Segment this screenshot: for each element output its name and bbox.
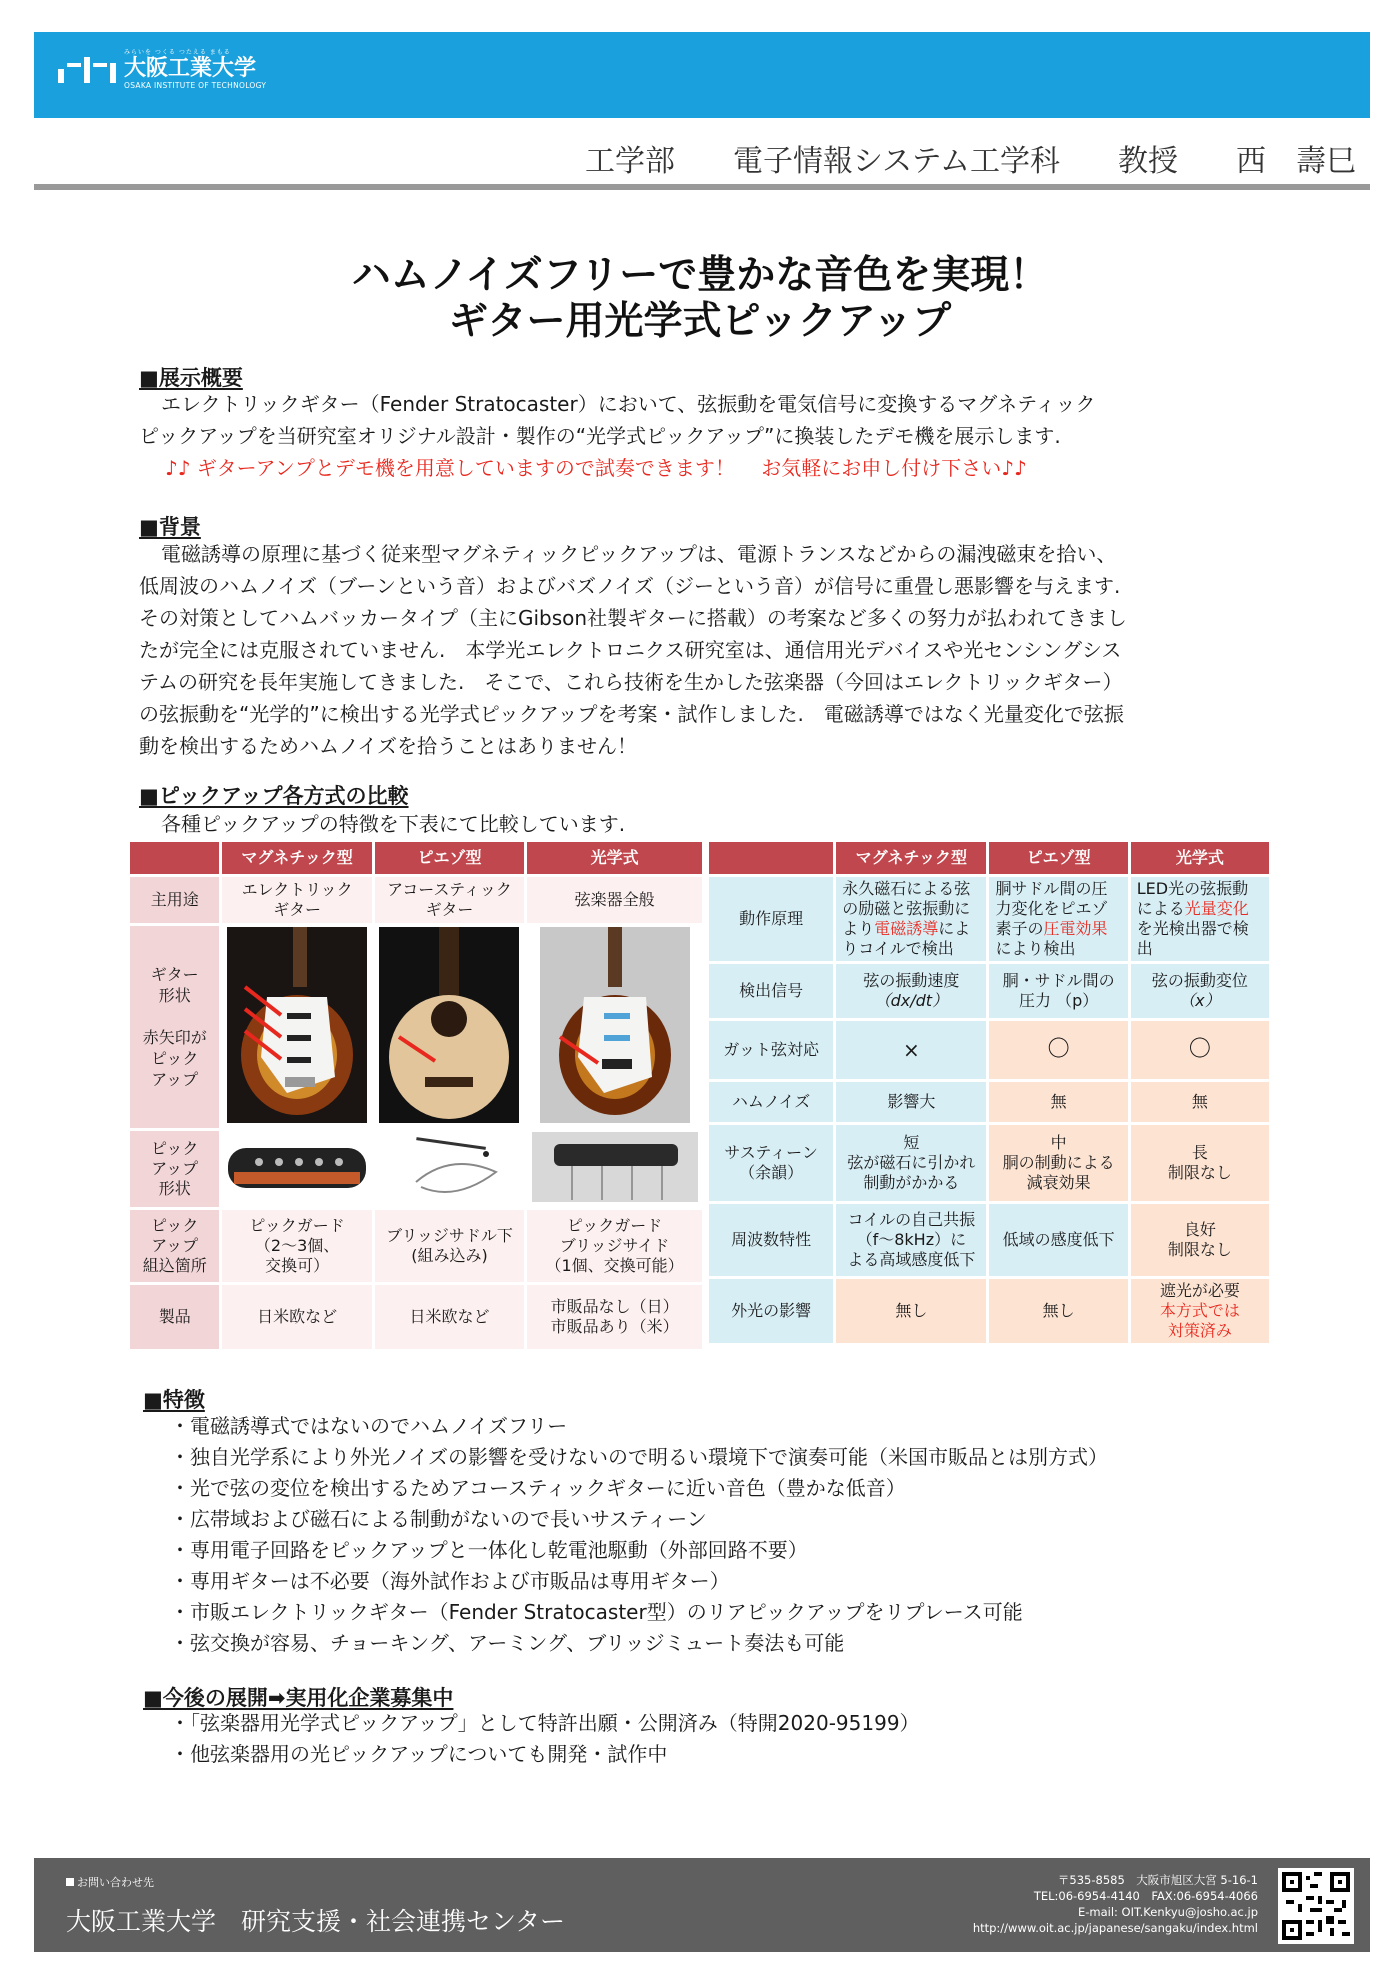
row-label-guitar-shape: ギター 形状 赤矢印が ピック アップ	[130, 926, 219, 1128]
background-line: その対策としてハムバッカータイプ（主にGibson社製ギターに搭載）の考案など多くの努力が払われてきまし	[139, 606, 1127, 630]
table-row	[130, 926, 702, 1128]
table-row	[709, 877, 1269, 961]
comparison-heading: ■ピックアップ各方式の比較	[139, 784, 409, 808]
stratocaster-photo	[222, 926, 371, 1128]
pickup-comparison-table-right	[706, 839, 1272, 1346]
table-corner	[709, 842, 833, 874]
principle-text: 胴サドル間の圧力変化をピエゾ素子の	[995, 879, 1108, 938]
affiliation	[585, 136, 1356, 180]
table-row	[709, 1204, 1269, 1276]
light-text: 遮光が必要	[1159, 1281, 1240, 1300]
cell-use-piezo: アコースティック ギター	[375, 877, 524, 923]
signal-formula: （dx/dt）	[874, 991, 949, 1010]
logo-en: OSAKA INSTITUTE OF TECHNOLOGY	[124, 81, 267, 90]
future-list	[170, 1708, 920, 1770]
cell-hum-optical: 無	[1131, 1082, 1269, 1122]
table-row	[130, 1285, 702, 1349]
overview-line2: ピックアップを当研究室オリジナル設計・製作の“光学式ピックアップ”に換装したデモ機を展示します.	[139, 424, 1061, 448]
table-row	[709, 1125, 1269, 1201]
signal-formula: （x）	[1179, 991, 1221, 1010]
cell-freq-optical: 良好 制限なし	[1131, 1204, 1269, 1276]
overview-notice: ♪♪ ギターアンプとデモ機を用意していますので試奏できます！ お気軽にお申し付け下さい♪♪	[165, 456, 1027, 480]
background-line: たが完全には克服されていません. 本学光エレクトロニクス研究室は、通信用光デバイスや光センシングシス	[139, 638, 1122, 662]
principle-highlight: 圧電効果	[1043, 919, 1108, 938]
cell-sustain-optical: 長 制限なし	[1131, 1125, 1269, 1201]
logo-tagline: みらいを つくる つたえる まもる	[124, 49, 231, 56]
future-heading: ■今後の展開➡実用化企業募集中	[143, 1686, 454, 1710]
features-list	[170, 1411, 1108, 1659]
row-label-product: 製品	[130, 1285, 219, 1349]
magnetic-pickup-image	[224, 1132, 370, 1202]
cell-freq-magnetic: コイルの自己共振 （f～8kHz）に よる高域感度低下	[836, 1204, 986, 1276]
author-name: 西 壽巳	[1236, 144, 1356, 179]
footer-address	[973, 1872, 1258, 1936]
acoustic-guitar-image	[379, 927, 519, 1123]
optical-pickup-photo	[527, 1131, 702, 1207]
background-line: テムの研究を長年実施してきました. そこで、これら技術を生かした弦楽器（今回はエレクトリックギター）	[139, 670, 1123, 694]
cell-light-magnetic: 無し	[836, 1279, 986, 1343]
table-row	[130, 877, 702, 923]
col-header-magnetic: マグネチック型	[836, 842, 986, 874]
optical-pickup-image	[532, 1132, 698, 1202]
cell-use-optical: 弦楽器全般	[527, 877, 702, 923]
cell-sustain-magnetic: 短 弦が磁石に引かれ 制動がかかる	[836, 1125, 986, 1201]
principle-highlight: 光量変化	[1184, 899, 1249, 918]
page-title-line2: ギター用光学式ピックアップ	[448, 299, 952, 344]
cell-light-optical	[1131, 1279, 1269, 1343]
cell-freq-piezo: 低域の感度低下	[989, 1204, 1127, 1276]
principle-text: により検出	[995, 939, 1076, 958]
cell-product-optical: 市販品なし（日） 市販品あり（米）	[527, 1285, 702, 1349]
principle-text: によりコイルで検出	[842, 919, 971, 958]
row-label-use: 主用途	[130, 877, 219, 923]
cell-sustain-piezo: 中 胴の制動による 減衰効果	[989, 1125, 1127, 1201]
background-text	[139, 538, 1289, 762]
col-header-piezo: ピエゾ型	[375, 842, 524, 874]
list-item: ・弦交換が容易、チョーキング、アーミング、ブリッジミュート奏法も可能	[170, 1631, 845, 1655]
university-logo[interactable]	[58, 50, 266, 90]
overview-line1: エレクトリックギター（Fender Stratocaster）において、弦振動を電気信号に変換するマグネティック	[161, 392, 1096, 416]
list-item: ・市販エレクトリックギター（Fender Stratocaster型）のリアピックアップをリプレース可能	[170, 1600, 1023, 1624]
electric-guitar-image	[227, 927, 367, 1123]
signal-text: 胴・サドル間の	[1002, 971, 1115, 990]
cell-place-optical: ピックガード ブリッジサイド （1個、交換可能）	[527, 1210, 702, 1282]
col-header-magnetic: マグネチック型	[222, 842, 371, 874]
table-row	[709, 964, 1269, 1018]
principle-text: LED光の弦振動による	[1136, 879, 1249, 918]
signal-text: 弦の振動速度	[863, 971, 960, 990]
principle-highlight: 電磁誘導	[874, 919, 939, 938]
demo-guitar-image	[540, 927, 690, 1123]
footer-postal: 〒535-8585 大阪市旭区大宮 5-16-1	[1057, 1873, 1258, 1887]
row-label-ambient-light: 外光の影響	[709, 1279, 833, 1343]
row-label-gut: ガット弦対応	[709, 1021, 833, 1079]
oit-logo-icon	[58, 57, 116, 83]
list-item: ・光で弦の変位を検出するためアコースティックギターに近い音色（豊かな低音）	[170, 1476, 906, 1500]
row-label-principle: 動作原理	[709, 877, 833, 961]
cell-use-magnetic: エレクトリック ギター	[222, 877, 371, 923]
list-item: ・専用電子回路をピックアップと一体化し乾電池駆動（外部回路不要）	[170, 1538, 808, 1562]
faculty: 工学部	[585, 144, 675, 179]
background-line: 電磁誘導の原理に基づく従来型マグネティックピックアップは、電源トランスなどからの漏洩磁束を拾い、	[161, 542, 1117, 566]
table-row	[709, 1021, 1269, 1079]
cell-hum-magnetic: 影響大	[836, 1082, 986, 1122]
principle-text: 永久磁石による弦の励磁と弦振動により	[842, 879, 971, 938]
signal-text: 弦の振動変位	[1151, 971, 1248, 990]
cell-gut-optical: 〇	[1131, 1021, 1269, 1079]
acoustic-photo	[375, 926, 524, 1128]
comparison-intro: 各種ピックアップの特徴を下表にて比較しています.	[161, 812, 626, 836]
qr-code-graphic	[1282, 1872, 1350, 1940]
cell-principle-piezo	[989, 877, 1127, 961]
signal-formula: 圧力 （p）	[1018, 991, 1099, 1010]
table-header-row	[130, 842, 702, 874]
header-divider	[34, 184, 1370, 190]
footer-url[interactable]: http://www.oit.ac.jp/japanese/sangaku/index.html	[972, 1921, 1258, 1935]
list-item: ・他弦楽器用の光ピックアップについても開発・試作中	[170, 1742, 668, 1766]
piezo-pickup-image	[376, 1132, 522, 1202]
magnetic-pickup-photo	[222, 1131, 371, 1207]
table-row	[709, 1082, 1269, 1122]
department: 電子情報システム工学科	[733, 144, 1060, 179]
background-heading: ■背景	[139, 515, 201, 539]
cell-hum-piezo: 無	[989, 1082, 1127, 1122]
cell-gut-magnetic: ×	[836, 1021, 986, 1079]
list-item: ・独自光学系により外光ノイズの影響を受けないので明るい環境下で演奏可能（米国市販品とは別方式）	[170, 1445, 1108, 1469]
table-row	[130, 1131, 702, 1207]
background-line: 低周波のハムノイズ（ブーンという音）およびバズノイズ（ジーという音）が信号に重畳し悪影響を与えます.	[139, 574, 1121, 598]
principle-text: を光検出器で検出	[1136, 919, 1249, 958]
col-header-piezo: ピエゾ型	[989, 842, 1127, 874]
cell-signal-optical	[1131, 964, 1269, 1018]
row-label-placement: ピック アップ 組込箇所	[130, 1210, 219, 1282]
footer-email[interactable]: E-mail: OIT.Kenkyu@josho.ac.jp	[1077, 1905, 1258, 1919]
list-item: ・広帯域および磁石による制動がないので長いサスティーン	[170, 1507, 707, 1531]
background-line: の弦振動を“光学的”に検出する光学式ピックアップを考案・試作しました. 電磁誘導ではなく光量変化で弦振	[139, 702, 1124, 726]
overview-heading: ■展示概要	[139, 366, 243, 390]
table-header-row	[709, 842, 1269, 874]
cell-principle-optical	[1131, 877, 1269, 961]
cell-gut-piezo: 〇	[989, 1021, 1127, 1079]
table-row	[130, 1210, 702, 1282]
cell-signal-magnetic	[836, 964, 986, 1018]
col-header-optical: 光学式	[527, 842, 702, 874]
light-highlight: 本方式では 対策済み	[1159, 1301, 1240, 1340]
background-line: 動を検出するためハムノイズを拾うことはありません！	[139, 734, 637, 758]
pickup-comparison-table-left	[127, 839, 705, 1352]
logo-name: 大阪工業大学	[124, 56, 257, 81]
cell-light-piezo: 無し	[989, 1279, 1127, 1343]
cell-place-magnetic: ピックガード （2～3個、 交換可）	[222, 1210, 371, 1282]
footer-organization: 大阪工業大学 研究支援・社会連携センター	[66, 1907, 566, 1936]
cell-product-magnetic: 日米欧など	[222, 1285, 371, 1349]
row-label-frequency: 周波数特性	[709, 1204, 833, 1276]
col-header-optical: 光学式	[1131, 842, 1269, 874]
row-label-pickup-shape: ピック アップ 形状	[130, 1131, 219, 1207]
footer	[34, 1858, 1370, 1952]
cell-signal-piezo	[989, 964, 1127, 1018]
qr-code-icon[interactable]	[1278, 1868, 1354, 1944]
list-item: ・「弦楽器用光学式ピックアップ」として特許出願・公開済み（特開2020-95199）	[170, 1711, 920, 1735]
row-label-signal: 検出信号	[709, 964, 833, 1018]
position: 教授	[1118, 144, 1178, 179]
table-corner	[130, 842, 219, 874]
features-heading: ■特徴	[143, 1388, 205, 1412]
list-item: ・電磁誘導式ではないのでハムノイズフリー	[170, 1414, 568, 1438]
page-title-line1: ハムノイズフリーで豊かな音色を実現！	[351, 253, 1049, 298]
footer-contact-label: お問い合わせ先	[66, 1874, 154, 1890]
overview-text	[139, 388, 1279, 484]
cell-place-piezo: ブリッジサドル下 (組み込み)	[375, 1210, 524, 1282]
optical-demo-photo	[527, 926, 702, 1128]
footer-phone: TEL:06-6954-4140 FAX:06-6954-4066	[1033, 1889, 1258, 1903]
cell-product-piezo: 日米欧など	[375, 1285, 524, 1349]
row-label-hum: ハムノイズ	[709, 1082, 833, 1122]
cell-principle-magnetic	[836, 877, 986, 961]
table-row	[709, 1279, 1269, 1343]
list-item: ・専用ギターは不必要（海外試作および市販品は専用ギター）	[170, 1569, 730, 1593]
piezo-pickup-photo	[375, 1131, 524, 1207]
row-label-sustain: サスティーン （余韻）	[709, 1125, 833, 1201]
